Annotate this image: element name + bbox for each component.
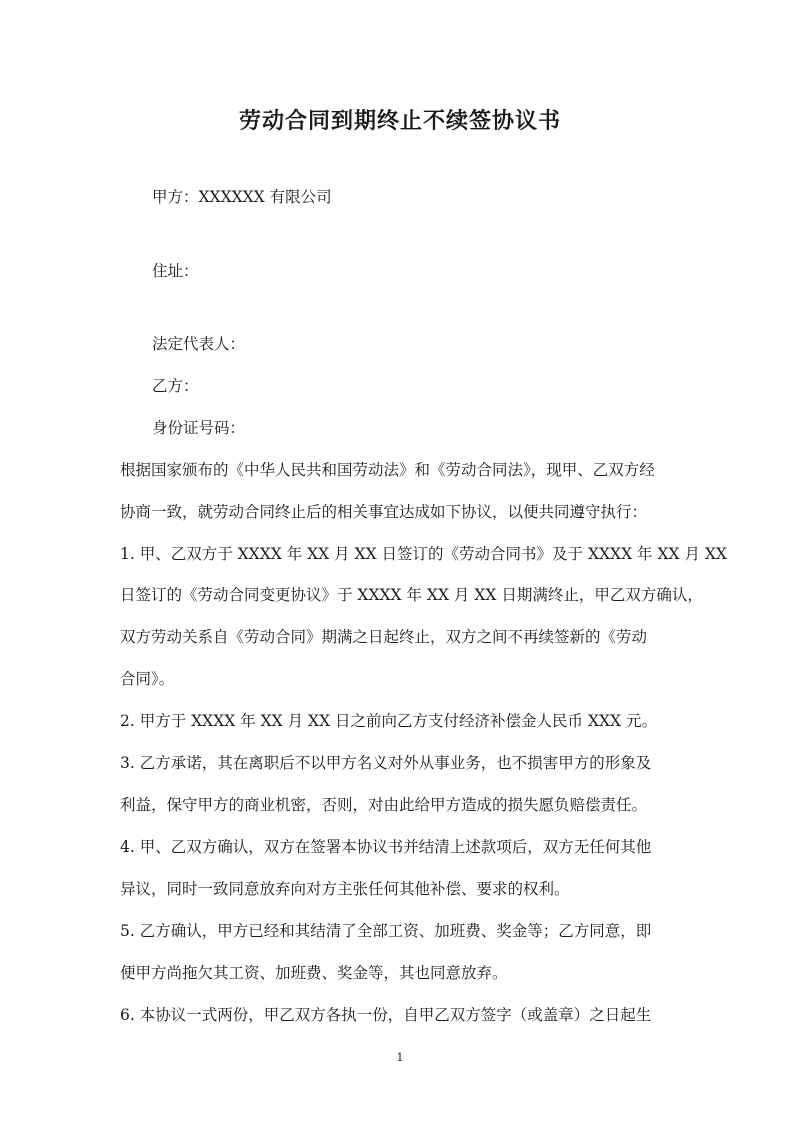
intro-line: 协商一致，就劳动合同终止后的相关事宜达成如下协议，以便共同遵守执行： — [120, 503, 648, 521]
address-line: 住址： — [152, 262, 199, 280]
clause-1-line: 日签订的《劳动合同变更协议》于 XXXX 年 XX 月 XX 日期满终止，甲乙双方确认， — [120, 586, 703, 604]
page-number: 1 — [396, 1051, 404, 1064]
intro-line: 根据国家颁布的《中华人民共和国劳动法》和《劳动合同法》，现甲、乙双方经 — [120, 461, 655, 479]
party-b-line: 乙方： — [152, 377, 199, 395]
clause-1-line: 1. 甲、乙双方于 XXXX 年 XX 月 XX 日签订的《劳动合同书》及于 XXXX 年 XX 月 XX — [120, 545, 727, 563]
clause-3-line: 3. 乙方承诺，其在离职后不以甲方名义对外从事业务，也不损害甲方的形象及 — [120, 754, 652, 772]
clause-1-line: 合同》。 — [120, 670, 175, 688]
legal-representative-line: 法定代表人： — [152, 335, 246, 353]
id-number-line: 身份证号码： — [152, 419, 246, 437]
document-title: 劳动合同到期终止不续签协议书 — [238, 108, 561, 134]
clause-4-line: 异议，同时一致同意放弃向对方主张任何其他补偿、要求的权利。 — [120, 880, 570, 898]
clause-5-line: 便甲方尚拖欠其工资、加班费、奖金等，其也同意放弃。 — [120, 964, 508, 982]
party-a-line: 甲方：XXXXXX 有限公司 — [152, 188, 332, 206]
clause-1-line: 双方劳动关系自《劳动合同》期满之日起终止，双方之间不再续签新的《劳动 — [120, 628, 648, 646]
clause-6-line: 6. 本协议一式两份，甲乙双方各执一份，自甲乙双方签字（或盖章）之日起生 — [120, 1006, 652, 1024]
clause-3-line: 利益，保守甲方的商业机密，否则，对由此给甲方造成的损失愿负赔偿责任。 — [120, 796, 648, 814]
clause-4-line: 4. 甲、乙双方确认，双方在签署本协议书并结清上述款项后，双方无任何其他 — [120, 838, 652, 856]
clause-2-line: 2. 甲方于 XXXX 年 XX 月 XX 日之前向乙方支付经济补偿金人民币 XXX 元。 — [120, 712, 658, 730]
clause-5-line: 5. 乙方确认，甲方已经和其结清了全部工资、加班费、奖金等；乙方同意，即 — [120, 922, 652, 940]
